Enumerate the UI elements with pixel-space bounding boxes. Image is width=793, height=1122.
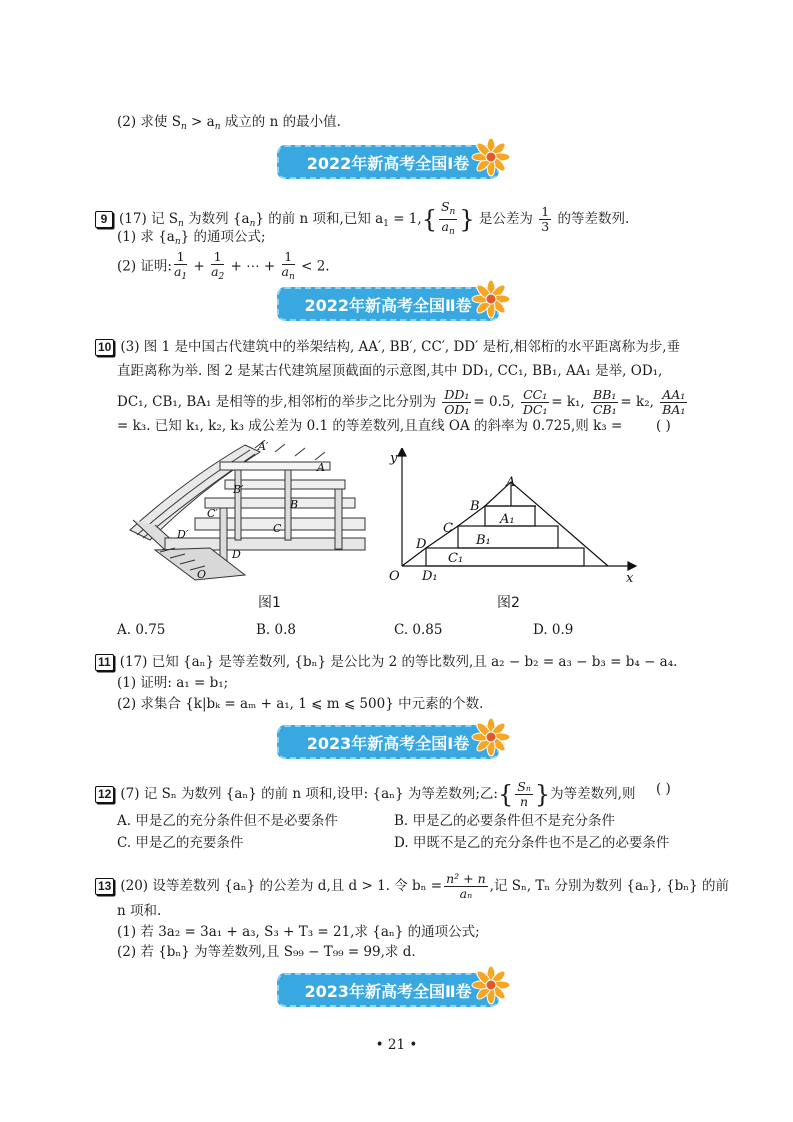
fig2-label: x (626, 571, 634, 586)
flower-icon (471, 717, 511, 757)
answer-paren: ( ) (656, 418, 671, 434)
fig2-label: A (506, 475, 516, 490)
fig2-label: D (416, 537, 427, 552)
question-11-line2: (1) 证明: a₁ = b₁; (117, 675, 229, 691)
question-9-line2: (1) 求 $\{a_n\}$ 的通项公式; (117, 229, 266, 247)
question-10-line4: = k₃. 已知 k₁, k₂, k₃ 成公差为 0.1 的等差数列,且直线 OA 的斜率为 0.725,则 k₃ = (117, 418, 623, 434)
question-11-line1: 11 (17) 已知 {aₙ} 是等差数列, {bₙ} 是公比为 2 的等比数列,且 a₂ − b₂ = a₃ − b₃ = b₄ − a₄. (95, 653, 677, 671)
option-a: A. 甲是乙的充分条件但不是必要条件 (117, 813, 338, 829)
fig1-label: D (232, 548, 241, 561)
fig1-label: B (290, 498, 299, 511)
fig2-label: C (443, 521, 453, 536)
question-10-line2: 直距离称为举. 图 2 是某古代建筑屋顶截面的示意图,其中 DD₁, CC₁, BB₁, AA₁ 是举, OD₁, (117, 363, 663, 379)
question-9-line3: (2) 证明: $\frac{1}{a_1}$ + $\frac{1}{a_2}$ + ⋯ + $\frac{1}{a_n}$ < 2. (117, 249, 330, 282)
fig2-label: B (470, 499, 480, 514)
question-number: 9 (95, 211, 113, 228)
fig1-label: O (197, 568, 207, 581)
question-12-line1: 12 (7) 记 Sₙ 为数列 {aₙ} 的前 n 项和,设甲: {aₙ} 为等差数列;乙:{ $\frac{\text{Sₙ}}{n}$ }为等差数列,则 (95, 780, 635, 809)
question-number: 11 (95, 654, 114, 671)
option-d: D. 甲既不是乙的充分条件也不是乙的必要条件 (394, 835, 670, 851)
option-c: C. 甲是乙的充要条件 (117, 835, 244, 851)
fig1-label: A (317, 461, 325, 474)
figure-2-caption: 图2 (497, 595, 520, 611)
question-9-line1: 9 (17) 记 $S_n$ 为数列 $\{a_n\}$ 的前 n 项和,已知 $a_1 = 1$,{ $\frac{S_n}{a_n}$ } 是公差为 $\frac{1}{3}$ 的等差数列. (95, 200, 629, 239)
question-number: 12 (95, 786, 114, 803)
page-number: • 21 • (375, 1037, 418, 1053)
fig1-label: B′ (233, 483, 244, 496)
question-8-part2: (2) 求使 $S_n > a_n$ 成立的 n 的最小值. (117, 114, 341, 132)
figure-1-caption: 图1 (258, 595, 281, 611)
question-number: 10 (95, 339, 114, 356)
section-banner-2022-2: 2022年新高考全国Ⅱ卷 (277, 287, 499, 321)
question-number: 13 (95, 878, 114, 895)
question-10-line3: DC₁, CB₁, BA₁ 是相等的步,相邻桁的举步之比分别为 $\frac{\text{DD₁}}{\text{OD₁}}$ = 0.5, $\frac{\text{CC₁}}{\text{DC₁}}$ = k₁, $\frac{\text{BB₁}}{\text{CB₁}}$ = k₂, $\frac{\text{AA₁}}{\text{BA₁}}$ (117, 387, 686, 417)
option-c: C. 0.85 (394, 622, 443, 638)
question-13-line1: 13 (20) 设等差数列 {aₙ} 的公差为 d,且 d > 1. 令 bₙ = $\frac{\text{n² + n}}{\text{aₙ}}$ ,记 Sₙ, Tₙ 分别为数列 {aₙ}, {bₙ} 的前 (95, 872, 729, 901)
option-d: D. 0.9 (533, 622, 574, 638)
question-11-line3: (2) 求集合 {k|bₖ = aₘ + a₁, 1 ⩽ m ⩽ 500} 中元素的个数. (117, 696, 484, 712)
fig1-label: C′ (207, 507, 218, 520)
fig1-label: C (273, 522, 282, 535)
fig2-label: C₁ (448, 551, 464, 566)
option-b: B. 甲是乙的必要条件但不是充分条件 (394, 813, 616, 829)
fig1-label: D′ (177, 528, 189, 541)
question-13-line4: (2) 若 {bₙ} 为等差数列,且 S₉₉ − T₉₉ = 99,求 d. (117, 944, 416, 960)
fig2-label: D₁ (422, 569, 438, 584)
section-banner-2023-1: 2023年新高考全国Ⅰ卷 (277, 725, 499, 759)
fig2-label: y (390, 451, 398, 466)
question-10-line1: 10 (3) 图 1 是中国古代建筑中的举架结构, AA′, BB′, CC′, DD′ 是桁,相邻桁的水平距离称为步,垂 (95, 338, 680, 356)
question-13-line2: n 项和. (117, 903, 162, 919)
fig2-label: O (389, 569, 400, 584)
section-banner-2023-2: 2023年新高考全国Ⅱ卷 (277, 973, 499, 1007)
figure-2-cross-section (388, 448, 643, 588)
flower-icon (471, 137, 511, 177)
figure-1-roof-structure (125, 440, 380, 588)
fig1-label: A′ (258, 440, 269, 453)
question-13-line3: (1) 若 3a₂ = 3a₁ + a₃, S₃ + T₃ = 21,求 {aₙ} 的通项公式; (117, 924, 480, 940)
answer-paren: ( ) (656, 781, 671, 797)
section-banner-2022-1: 2022年新高考全国Ⅰ卷 (277, 145, 499, 179)
flower-icon (471, 965, 511, 1005)
flower-icon (471, 279, 511, 319)
option-a: A. 0.75 (117, 622, 166, 638)
fig2-label: A₁ (500, 512, 515, 527)
fig2-label: B₁ (476, 533, 491, 548)
option-b: B. 0.8 (256, 622, 296, 638)
